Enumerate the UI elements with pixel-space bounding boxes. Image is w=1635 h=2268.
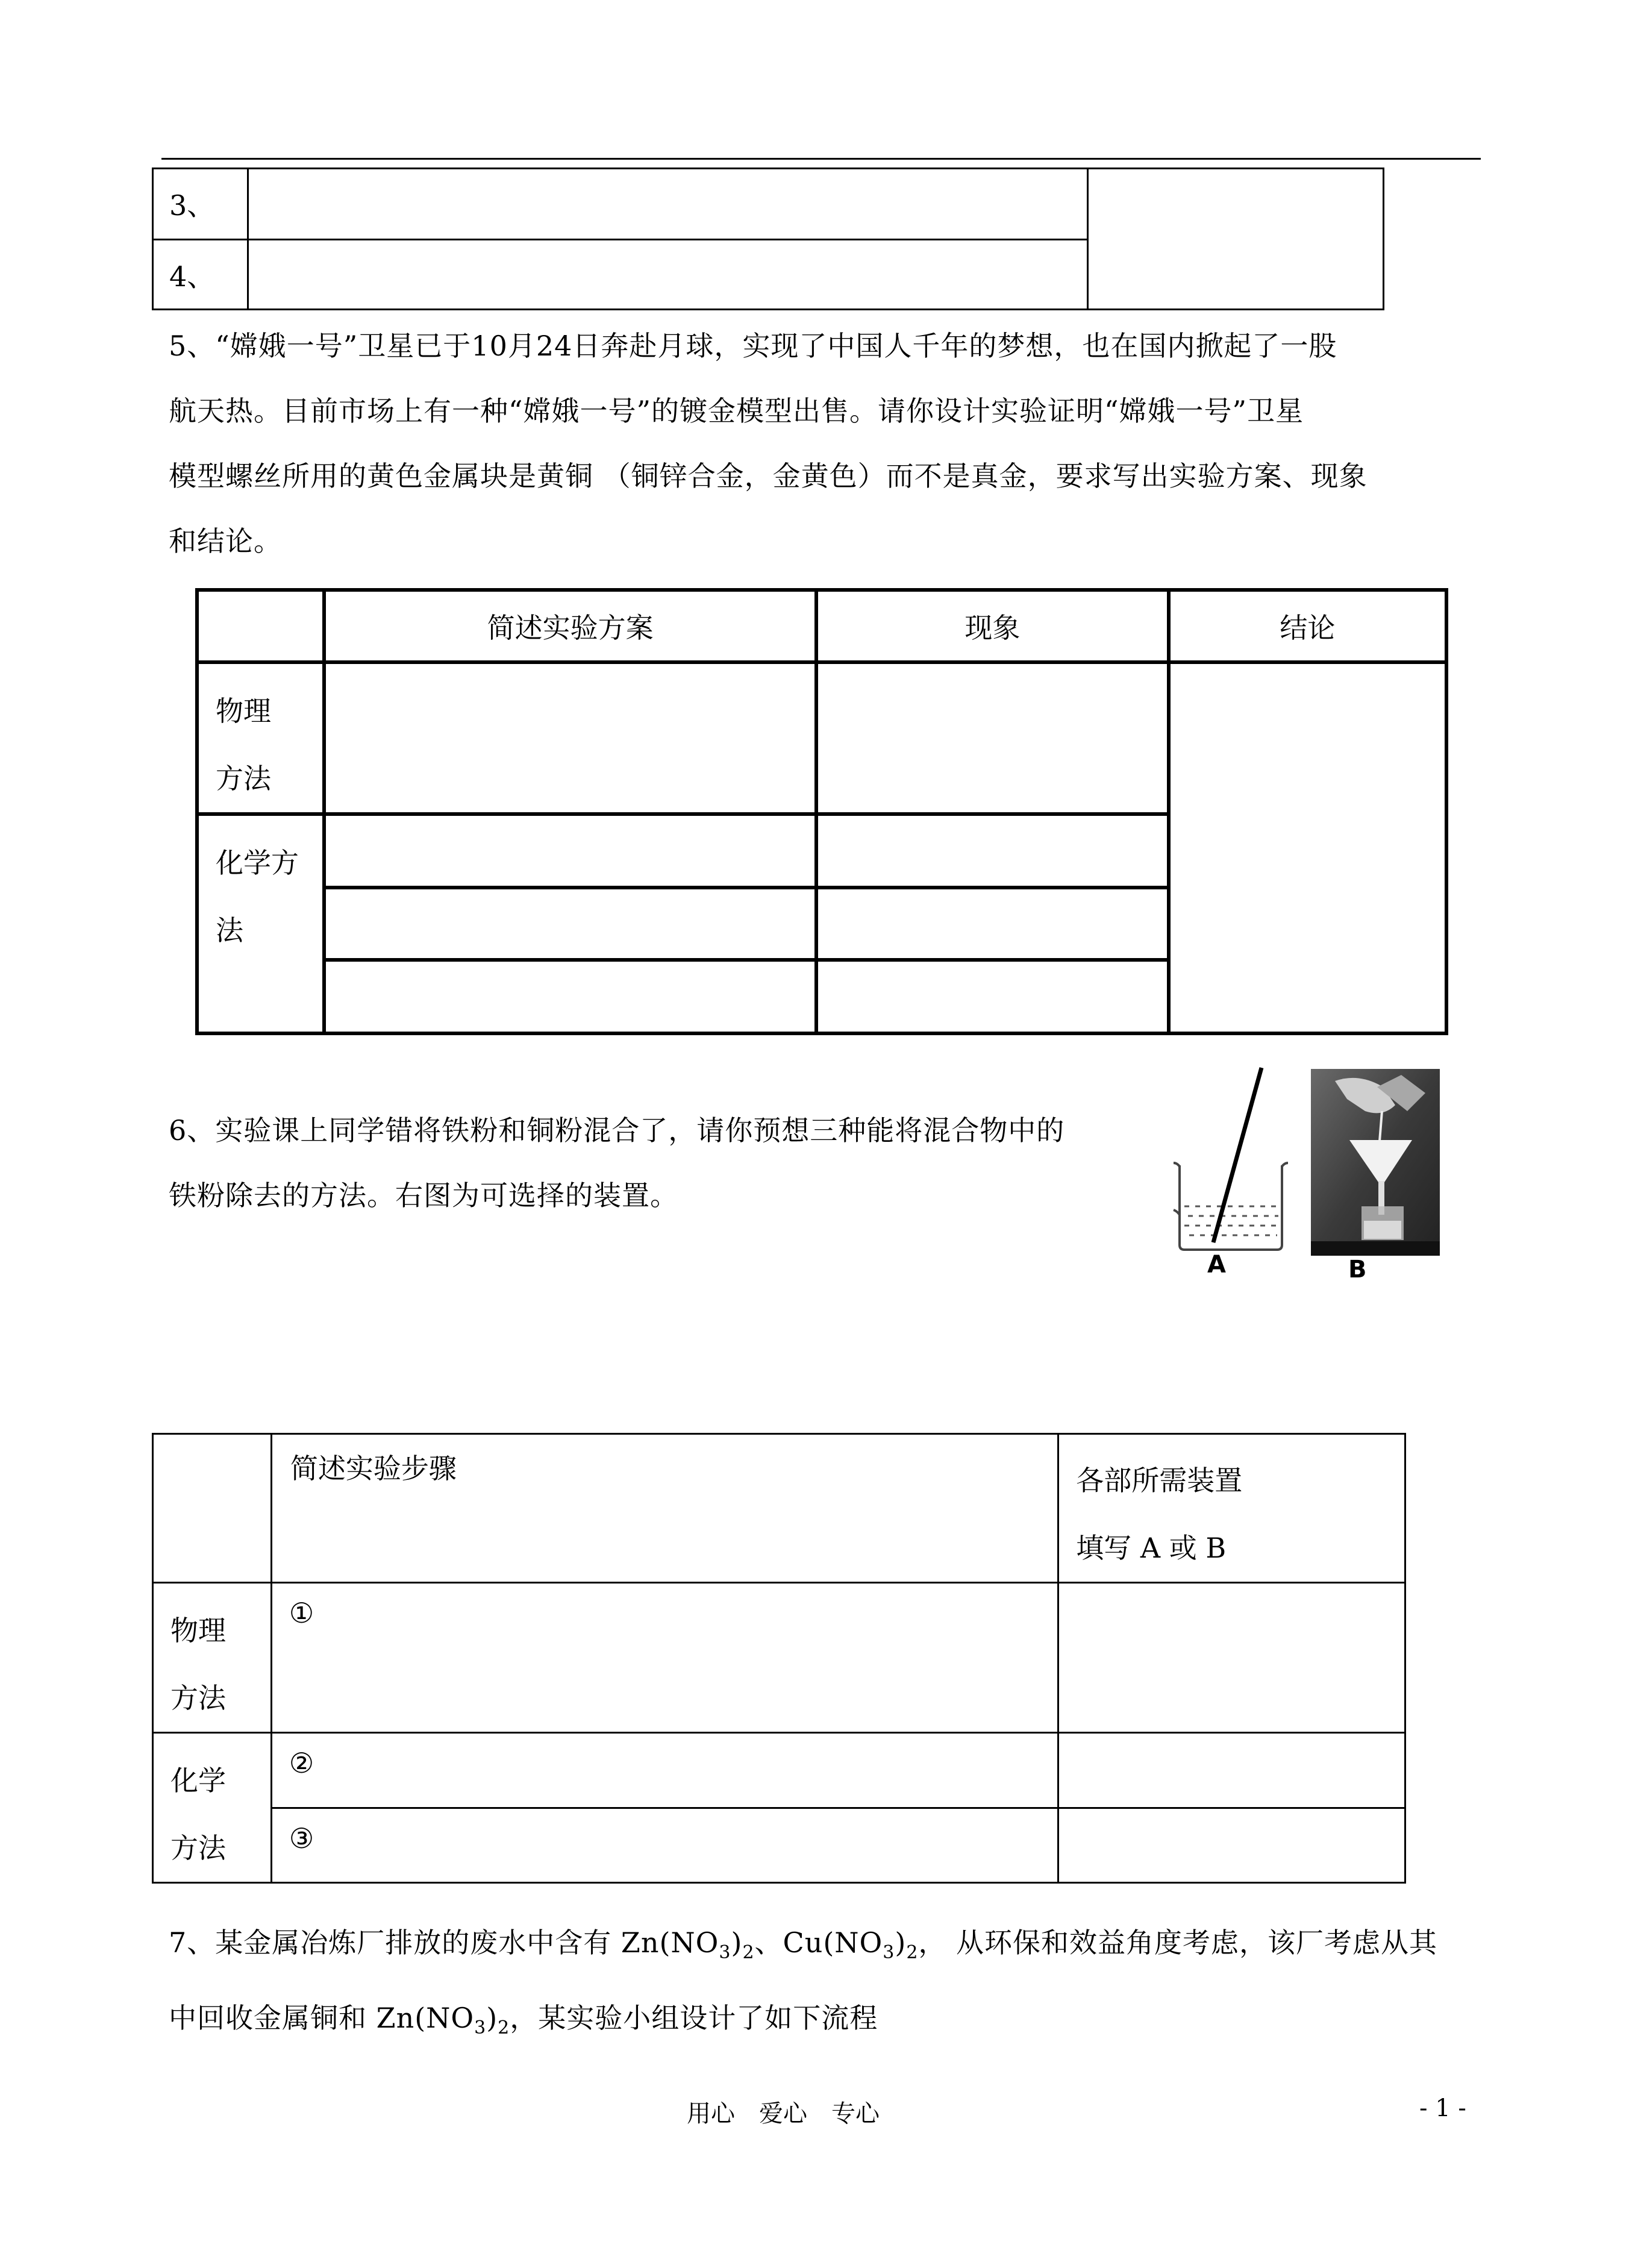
q6-corner-cell bbox=[153, 1434, 272, 1583]
filtration-setup-icon bbox=[1311, 1069, 1440, 1256]
q7-sub-2c: 2 bbox=[498, 2017, 510, 2039]
q6-device-cell-3[interactable] bbox=[1058, 1808, 1405, 1883]
q6-line-1: 6、实验课上同学错将铁粉和铜粉混合了，请你预想三种能将混合物中的 bbox=[169, 1114, 1065, 1147]
answer-cell-4[interactable] bbox=[248, 240, 1087, 310]
q6-step-1-cell[interactable] bbox=[271, 1583, 1058, 1733]
q7-line-2 bbox=[169, 1985, 1476, 2061]
q7-sub-3b: 3 bbox=[883, 1942, 895, 1964]
q5-corner-cell bbox=[197, 590, 324, 662]
q6-row-chemical-line1: 化学 bbox=[170, 1764, 226, 1797]
side-cell[interactable] bbox=[1087, 169, 1383, 310]
q5-row-chemical-line1: 化学方 bbox=[216, 847, 299, 879]
q6-header-device-line1: 各部所需装置 bbox=[1076, 1464, 1243, 1497]
table-continuation bbox=[152, 168, 1384, 310]
q7-sep: 、Cu(NO bbox=[754, 1926, 883, 1959]
q6-step-2-cell[interactable] bbox=[271, 1733, 1058, 1808]
q5-row-chemical bbox=[197, 814, 324, 1033]
q7-line-2-part-b: ，某实验小组设计了如下流程 bbox=[510, 2002, 878, 2035]
q6-header-device-line2: 填写 A 或 B bbox=[1076, 1532, 1227, 1564]
q6-row-physical-line1: 物理 bbox=[170, 1614, 226, 1647]
q6-header-steps: 简述实验步骤 bbox=[271, 1434, 1058, 1583]
q6-row-physical-line2: 方法 bbox=[170, 1682, 226, 1714]
q5-chemical-plan-cell-3[interactable] bbox=[324, 960, 816, 1033]
q5-physical-plan-cell[interactable] bbox=[324, 662, 816, 814]
q7-paren-a: ) bbox=[731, 1926, 743, 1959]
q5-header-phenomenon: 现象 bbox=[816, 590, 1169, 662]
q5-chemical-phenomenon-cell-1[interactable] bbox=[816, 814, 1169, 888]
q7-paren-c: ) bbox=[486, 2002, 498, 2035]
q5-line-3: 模型螺丝所用的黄色金属块是黄铜 （铜锌合金，金黄色）而不是真金，要求写出实验方案、现象 bbox=[169, 460, 1368, 492]
header-rule bbox=[161, 158, 1481, 160]
answer-cell-3[interactable] bbox=[248, 169, 1087, 240]
q6-line-2: 铁粉除去的方法。右图为可选择的装置。 bbox=[169, 1179, 678, 1212]
figure-b-label: B bbox=[1348, 1256, 1367, 1283]
q7-line-1-part-a: 7、某金属冶炼厂排放的废水中含有 Zn(NO bbox=[169, 1926, 719, 1959]
q7-sub-2b: 2 bbox=[906, 1942, 919, 1964]
q6-mark-3: ③ bbox=[289, 1822, 314, 1855]
q5-chemical-plan-cell-2[interactable] bbox=[324, 888, 816, 960]
q5-physical-phenomenon-cell[interactable] bbox=[816, 662, 1169, 814]
q6-row-chemical bbox=[153, 1733, 272, 1883]
q5-line-1: 5、“嫦娥一号”卫星已于10月24日奔赴月球，实现了中国人千年的梦想，也在国内掀起了一股 bbox=[169, 330, 1337, 362]
q7-line-2-part-a: 中回收金属铜和 Zn(NO bbox=[169, 2002, 475, 2035]
q6-device-cell-1[interactable] bbox=[1058, 1583, 1405, 1733]
q5-row-chemical-line2: 法 bbox=[216, 914, 243, 947]
q5-conclusion-cell[interactable] bbox=[1169, 662, 1446, 1033]
page-number: - 1 - bbox=[1419, 2094, 1466, 2122]
q5-row-physical-line1: 物理 bbox=[216, 695, 271, 727]
q5-line-4: 和结论。 bbox=[169, 525, 282, 557]
q7-sub-3a: 3 bbox=[719, 1942, 731, 1964]
q5-table bbox=[195, 588, 1448, 1035]
q6-paragraph bbox=[169, 1098, 1181, 1228]
q6-table bbox=[152, 1433, 1406, 1884]
q6-row-physical bbox=[153, 1583, 272, 1733]
q7-line-1-part-b: ， 从环保和效益角度考虑，该厂考虑从其 bbox=[918, 1926, 1438, 1959]
figure-a-label: A bbox=[1207, 1251, 1226, 1279]
row-label-3: 3、 bbox=[153, 169, 248, 240]
q6-mark-1: ① bbox=[289, 1597, 314, 1629]
row-label-4: 4、 bbox=[153, 240, 248, 310]
beaker-with-rod-icon bbox=[1171, 1067, 1298, 1283]
q5-paragraph bbox=[169, 313, 1476, 574]
q6-step-3-cell[interactable] bbox=[271, 1808, 1058, 1883]
q5-row-physical-line2: 方法 bbox=[216, 762, 271, 795]
q6-header-device bbox=[1058, 1434, 1405, 1583]
q6-device-cell-2[interactable] bbox=[1058, 1733, 1405, 1808]
figure-a bbox=[1171, 1067, 1298, 1283]
q5-header-conclusion: 结论 bbox=[1169, 590, 1446, 662]
q5-chemical-phenomenon-cell-2[interactable] bbox=[816, 888, 1169, 960]
q6-row-chemical-line2: 方法 bbox=[170, 1832, 226, 1864]
q7-sub-2a: 2 bbox=[742, 1942, 755, 1964]
q5-header-plan: 简述实验方案 bbox=[324, 590, 816, 662]
q7-paren-b: ) bbox=[895, 1926, 907, 1959]
q5-line-2: 航天热。目前市场上有一种“嫦娥一号”的镀金模型出售。请你设计实验证明“嫦娥一号”卫星 bbox=[169, 395, 1304, 427]
q5-row-physical bbox=[197, 662, 324, 814]
figure-b bbox=[1311, 1069, 1440, 1286]
q7-sub-3c: 3 bbox=[474, 2017, 487, 2039]
q6-mark-2: ② bbox=[289, 1747, 314, 1779]
q7-line-1 bbox=[169, 1910, 1476, 1985]
q7-paragraph bbox=[169, 1910, 1476, 2061]
q5-chemical-phenomenon-cell-3[interactable] bbox=[816, 960, 1169, 1033]
footer-motto: 用心 爱心 专心 bbox=[687, 2100, 880, 2128]
q5-chemical-plan-cell-1[interactable] bbox=[324, 814, 816, 888]
